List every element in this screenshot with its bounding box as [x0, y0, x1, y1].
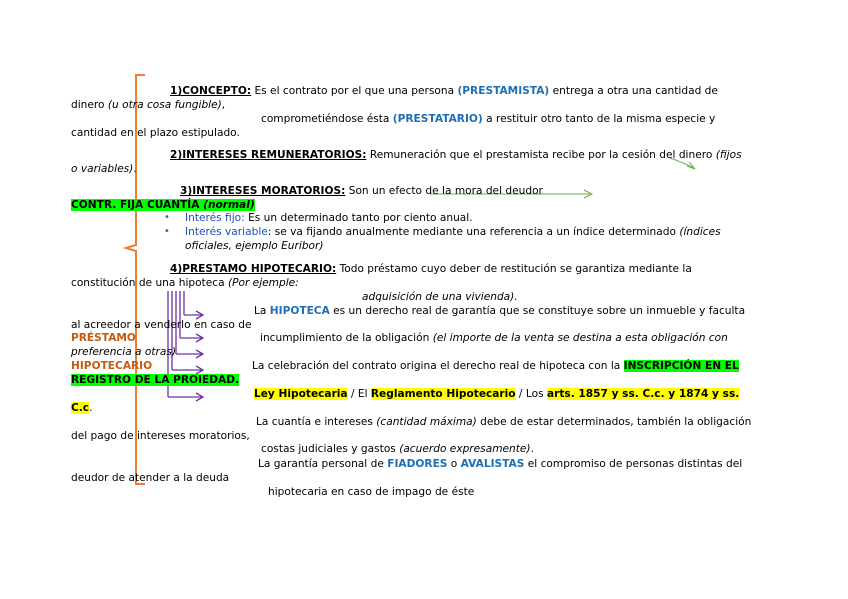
text: comprometiéndose ésta — [261, 113, 393, 125]
intereses-mora-line — [180, 185, 543, 198]
text-italic: (acuerdo expresamente) — [399, 443, 531, 455]
fiadores-term: FIADORES — [387, 458, 448, 470]
registro-highlight: REGISTRO DE LA PROIEDAD. — [71, 374, 240, 386]
text: constitución de una hipoteca — [71, 277, 228, 289]
concepto-line-2 — [71, 99, 225, 112]
concepto-heading: 1)CONCEPTO: — [170, 85, 252, 97]
interes-fijo-line — [185, 212, 473, 225]
contr-fija-line — [71, 199, 255, 212]
acreedor-line: al acreedor a venderlo en caso de — [71, 319, 252, 331]
text: . — [133, 163, 137, 175]
cc-highlight: C.c — [71, 402, 90, 414]
text: Remuneración que el prestamista recibe por la cesión del dinero — [366, 149, 716, 161]
costas-line — [261, 443, 534, 456]
text-italic: (normal) — [203, 199, 255, 211]
intereses-remun-line-2 — [71, 163, 137, 176]
hipoteca-line — [254, 305, 745, 318]
inscripcion-highlight: INSCRIPCIÓN EN EL — [623, 360, 739, 372]
text: Todo préstamo cuyo deber de restitución se garantiza mediante la — [336, 263, 692, 275]
text-italic: (cantidad máxima) — [376, 416, 477, 428]
text: La celebración del contrato origina el derecho real de hipoteca con la — [252, 360, 624, 372]
text: es un derecho real de garantía que se constituye sobre un inmueble y faculta — [329, 305, 746, 317]
ley-line — [254, 388, 739, 401]
cuantia-line — [256, 416, 751, 429]
avalistas-term: AVALISTAS — [460, 458, 525, 470]
text: el compromiso de personas distintas del — [524, 458, 743, 470]
text: costas judiciales y gastos — [261, 443, 400, 455]
text: incumplimiento de la obligación — [260, 332, 433, 344]
bullet-icon: • — [164, 212, 170, 223]
text-italic: o variables) — [71, 163, 134, 175]
text: a restituir otro tanto de la misma especie y — [482, 113, 716, 125]
prestamo-hip-heading: 4)PRESTAMO HIPOTECARIO: — [170, 263, 337, 275]
text: La cuantía e intereses — [256, 416, 377, 428]
text: / El — [347, 388, 371, 400]
hipoteca-term: HIPOTECA — [269, 305, 330, 317]
text-italic: (índices — [679, 226, 721, 238]
text: Son un efecto de la mora del deudor — [345, 185, 543, 197]
interes-variable-label: Interés variable — [185, 226, 268, 238]
text: . — [530, 443, 534, 455]
prestatario-term: (PRESTATARIO) — [392, 113, 483, 125]
hipotecario-label: HIPOTECARIO — [71, 360, 153, 372]
concepto-line-1 — [170, 85, 718, 98]
incumplimiento-line — [260, 332, 728, 345]
arts-highlight: arts. 1857 y ss. C.c. y 1874 y ss. — [546, 388, 740, 400]
cc-line — [71, 402, 92, 415]
prestamo-hip-line-2 — [71, 277, 299, 290]
text: CONTR. FIJA CUANTÍA — [71, 199, 204, 211]
text-italic: (el importe de la venta se destina a esta obligación con — [432, 332, 728, 344]
prestamo-label: PRÉSTAMO — [71, 332, 136, 344]
text-italic: (Por ejemple: — [227, 277, 299, 289]
text: Es un determinado tanto por ciento anual. — [244, 212, 473, 224]
interes-variable-line-2: oficiales, ejemplo Euribor) — [185, 240, 324, 252]
intereses-remun-line-1 — [170, 149, 742, 162]
text: debe de estar determinados, también la obligación — [476, 416, 752, 428]
registro-line — [71, 374, 239, 387]
contr-fija-highlight — [71, 199, 255, 211]
text-italic: (fijos — [715, 149, 742, 161]
intereses-remun-heading: 2)INTERESES REMUNERATORIOS: — [170, 149, 367, 161]
celebracion-line — [252, 360, 739, 373]
concepto-line-4: cantidad en el plazo estipulado. — [71, 127, 240, 139]
text: . — [89, 402, 93, 414]
pago-line: del pago de intereses moratorios, — [71, 430, 250, 442]
prestamo-hip-line-1 — [170, 263, 692, 276]
ley-hipotecaria-highlight: Ley Hipotecaria — [254, 388, 348, 400]
text: dinero — [71, 99, 108, 111]
impago-line: hipotecaria en caso de impago de éste — [268, 486, 475, 498]
text: , — [221, 99, 226, 111]
concepto-line-3 — [261, 113, 715, 126]
text: La — [254, 305, 270, 317]
text: o — [447, 458, 461, 470]
text: / Los — [515, 388, 547, 400]
intereses-mora-heading: 3)INTERESES MORATORIOS: — [180, 185, 346, 197]
prestamista-term: (PRESTAMISTA) — [457, 85, 550, 97]
interes-variable-line — [185, 226, 721, 239]
interes-fijo-label: Interés fijo: — [185, 212, 245, 224]
text: La garantía personal de — [258, 458, 388, 470]
text: entrega a otra una cantidad de — [549, 85, 718, 97]
preferencia-line: preferencia a otras) — [71, 346, 177, 358]
text: : se va fijando anualmente mediante una referencia a un índice determinado — [267, 226, 680, 238]
prestamo-hip-line-3: adquisición de una vivienda). — [362, 291, 518, 303]
reglamento-highlight: Reglamento Hipotecario — [370, 388, 516, 400]
bullet-icon: • — [164, 226, 170, 237]
deudor-line: deudor de atender a la deuda — [71, 472, 230, 484]
garantia-line — [258, 458, 742, 471]
text: Es el contrato por el que una persona — [251, 85, 458, 97]
text-italic: (u otra cosa fungible) — [107, 99, 222, 111]
